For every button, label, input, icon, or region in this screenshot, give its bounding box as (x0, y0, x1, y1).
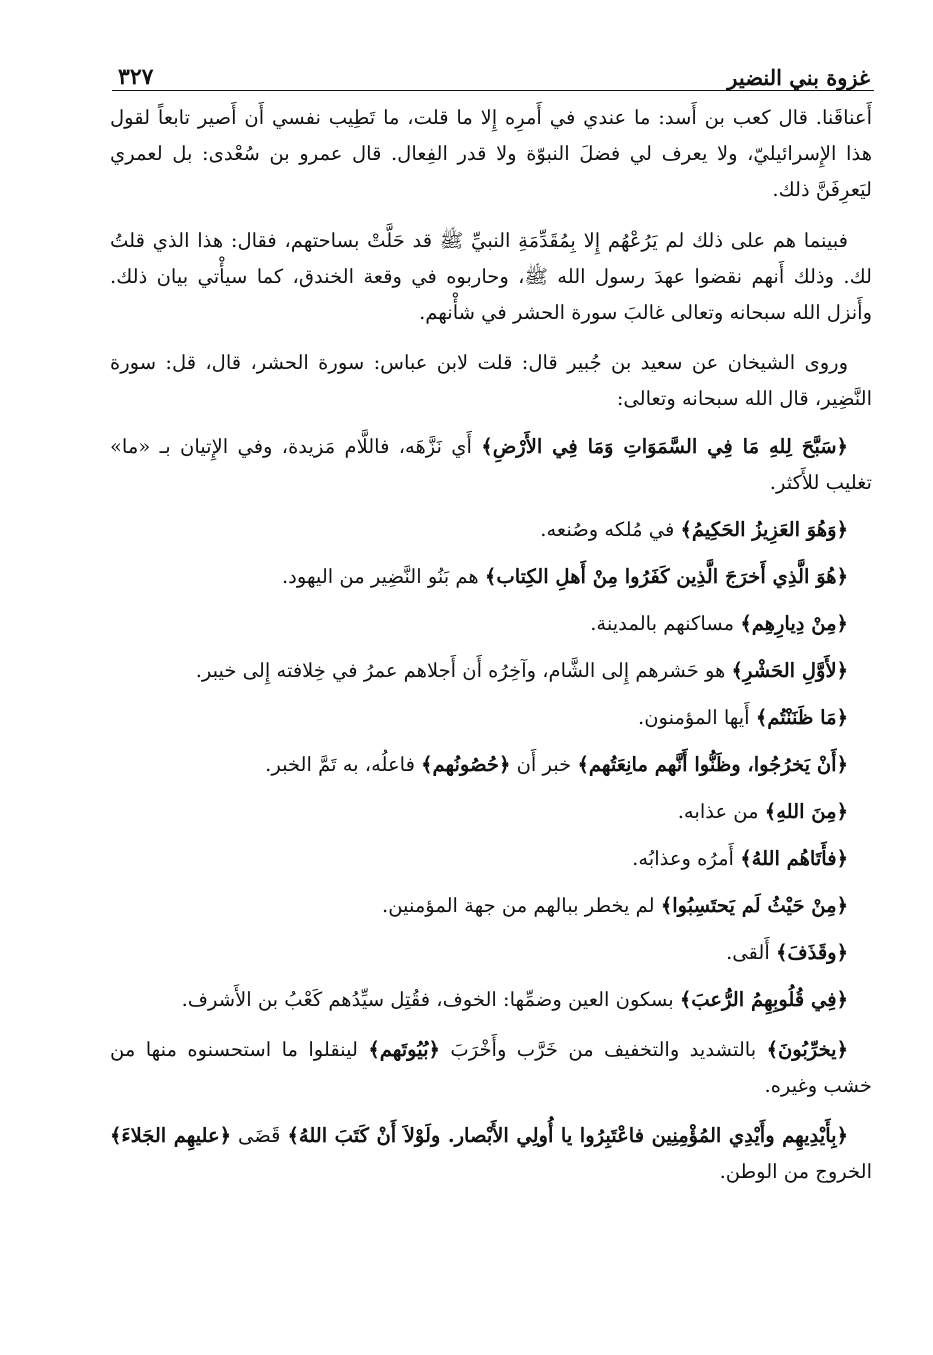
quran-verse: ﴿مِنْ دِيارِهِم﴾ (740, 612, 848, 635)
gloss: أَيها المؤمنون. (638, 706, 756, 729)
gloss: خبر أَن (510, 753, 578, 776)
gloss: أَي نَزَّهَه، فاللَّام مَزيدة، وفي الإِتيان بـ «ما» تغليب للأَكثر. (110, 435, 872, 494)
page-header (118, 50, 870, 90)
tafsir-entry (110, 559, 872, 595)
quran-verse: ﴿فِي قُلُوبِهِمُ الرُّعبَ﴾ (679, 988, 848, 1011)
page-body (110, 98, 872, 1190)
quran-verse: ﴿فأَتَاهُم اللهُ﴾ (740, 847, 848, 870)
tafsir-entry (110, 982, 872, 1018)
gloss: هو حَشرهم إِلى الشَّام، وآخِرُه أَن أَجلاهم عمرُ في خِلافته إِلى خيبر. (195, 659, 732, 682)
quran-verse: ﴿وَهُوَ العَزِيزُ الحَكِيمُ﴾ (680, 518, 848, 541)
header-rule (112, 90, 874, 91)
tafsir-entry (110, 841, 872, 877)
paragraph: أَعناقَنا. قال كعب بن أَسد: ما عندي في أَمرِه إِلا ما قلت، ما تَطِيب نفسي أَن أَصير تابعاً لقول هذا الإِسرائيليّ، ولا يعرف لي فضلَ النبوّة ولا قدر الفِعال. قال عمرو بن سُعْدى: بل لعمري ليَعرِفَنَّ ذلك. (110, 106, 872, 201)
gloss: أَلقى. (726, 941, 776, 964)
gloss: بالتشديد والتخفيف من خَرَّب وأَخْرَبَ (439, 1038, 767, 1061)
tafsir-entry (110, 700, 872, 736)
gloss: مساكنهم بالمدينة. (590, 612, 741, 635)
quran-verse: ﴿مِنْ حَيْثُ لَم يَحتَسِبُوا﴾ (660, 894, 848, 917)
tafsir-entry (110, 1032, 872, 1104)
gloss: في مُلكه وصُنعه. (540, 518, 681, 541)
gloss: من عذابه. (677, 800, 765, 823)
quran-verse: ﴿بِأَيْدِيهِم وأَيْدِي المُؤْمِنِين فاعْتَبِرُوا يا أُولِي الأَبْصار. ولَوْلاَ أَنْ كَتَبَ اللهُ﴾ (287, 1124, 849, 1147)
quran-verse: ﴿لأَوَّلِ الحَشْرِ﴾ (731, 659, 848, 682)
page-number: ٣٢٧ (118, 64, 154, 90)
quran-verse: ﴿عليهِم الجَلاءَ﴾ (110, 1124, 232, 1147)
quran-verse: ﴿حُصُونُهم﴾ (421, 753, 511, 776)
tafsir-entry (110, 653, 872, 689)
tafsir-entry (110, 794, 872, 830)
running-head: غزوة بني النضير (727, 65, 870, 90)
gloss: لينقلوا ما استحسنوه منها من خشب وغيره. (110, 1038, 872, 1097)
tafsir-entry (110, 935, 872, 971)
tafsir-entry (110, 747, 872, 783)
gloss: بسكون العين وضمِّها: الخوف، فقُتِل سيِّدُهم كَعْبُ بن الأَشرف. (181, 988, 680, 1011)
quran-verse: ﴿يخرِّبُونَ﴾ (766, 1038, 849, 1061)
quran-verse: ﴿مِنَ اللهِ﴾ (764, 800, 848, 823)
paragraph: فبينما هم على ذلك لم يَرُعْهُم إِلا بِمُقَدِّمَةِ النبيِّ ﷺ قد حَلَّتْ بساحتهم، فقال: هذا الذي قلتُ لك. وذلك أَنهم نقضوا عهدَ رسول الله ﷺ، وحاربوه في وقعة الخندق، كما سيأْتي بيان ذلك. وأَنزل الله سبحانه وتعالى غالبَ سورة الحشر في شأْنهم. (110, 229, 872, 324)
tafsir-entry (110, 512, 872, 548)
tafsir-entry (110, 888, 872, 924)
gloss: فاعلُه، به تَمَّ الخبر. (265, 753, 422, 776)
gloss: قَضَى (231, 1124, 288, 1147)
tafsir-entry (110, 606, 872, 642)
gloss: لم يخطر ببالهم من جهة المؤمنين. (382, 894, 661, 917)
quran-verse: ﴿بُيُوتَهم﴾ (368, 1038, 440, 1061)
quran-verse: ﴿أَنْ يَخرُجُوا، وظَنُّوا أَنَّهم مانِعَتُهم﴾ (577, 753, 848, 776)
tafsir-entry (110, 1118, 872, 1190)
quran-verse: ﴿مَا ظَنَنْتُم﴾ (755, 706, 848, 729)
tafsir-entry (110, 429, 872, 501)
quran-verse: ﴿وقَذَفَ﴾ (775, 941, 848, 964)
gloss: أَمرُه وعذابُه. (632, 847, 741, 870)
gloss: هم بَنُو النَّضِير من اليهود. (281, 565, 485, 588)
quran-verse: ﴿سَبَّحَ لِلهِ مَا فِي السَّمَوَاتِ وَمَا فِي الأَرْضِ﴾ (481, 435, 848, 458)
gloss: الخروج من الوطن. (719, 1160, 872, 1183)
paragraph: وروى الشيخان عن سعيد بن جُبير قال: قلت لابن عباس: سورة الحشر، قال، قل: سورة النَّضِير، قال الله سبحانه وتعالى: (110, 351, 872, 410)
quran-verse: ﴿هُوَ الَّذِي أَخرَجَ الَّذِين كَفَرُوا مِنْ أَهلِ الكِتاب﴾ (484, 565, 848, 588)
